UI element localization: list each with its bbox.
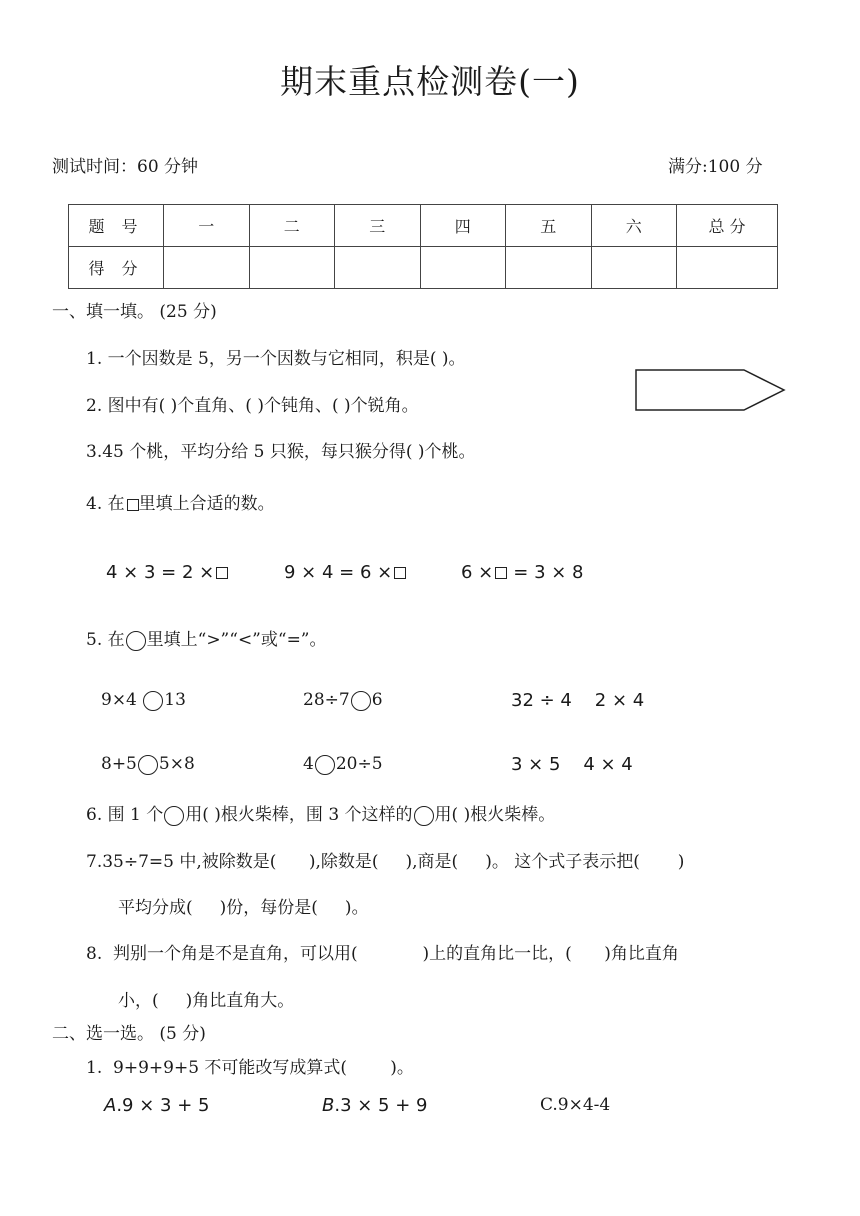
score-input-cell[interactable]: [164, 247, 250, 289]
q6-text-a: 6. 围 1 个: [86, 805, 164, 825]
question-1-6: [86, 800, 555, 826]
compare-3: 32 ÷ 4 2 × 4: [511, 690, 645, 711]
header-cell: 五: [506, 205, 592, 247]
score-input-cell[interactable]: [506, 247, 592, 289]
equation-2: [284, 562, 406, 583]
score-input-cell[interactable]: [420, 247, 506, 289]
compare-circle[interactable]: [315, 755, 335, 775]
header-cell: 一: [164, 205, 250, 247]
question-1-7-line-1: 7.35÷7=5 中,被除数是( ),除数是( ),商是( )。 这个式子表示把( ): [86, 852, 685, 872]
full-score: 满分:100 分: [668, 157, 763, 177]
compare-right: 13: [164, 690, 186, 710]
option-b[interactable]: [322, 1095, 428, 1116]
question-1-8-line-1: 8. 判别一个角是不是直角，可以用( )上的直角比一比，( )角比直角: [86, 944, 679, 964]
pentagon-figure: [632, 366, 788, 414]
question-1-3: 3.45 个桃，平均分给 5 只猴，每只猴分得( )个桃。: [86, 442, 476, 462]
score-table-header-row: [69, 205, 778, 247]
equation-3: [461, 562, 584, 583]
header-cell: 总 分: [677, 205, 778, 247]
compare-circle[interactable]: [143, 691, 163, 711]
answer-box[interactable]: [394, 567, 406, 579]
answer-box[interactable]: [495, 567, 507, 579]
option-a-letter: A: [104, 1095, 117, 1116]
compare-circle[interactable]: [351, 691, 371, 711]
q6-text-b: 用( )根火柴棒，围 3 个这样的: [185, 805, 413, 825]
header-cell: 二: [249, 205, 335, 247]
box-icon: [127, 499, 139, 511]
circle-icon: [126, 631, 146, 651]
score-input-cell[interactable]: [591, 247, 677, 289]
compare-left: 28÷7: [303, 690, 350, 710]
compare-5: [303, 754, 383, 775]
equation-3-text-b: = 3 × 8: [513, 562, 584, 583]
header-cell: 四: [420, 205, 506, 247]
question-2-1: 1. 9+9+9+5 不可能改写成算式( )。: [86, 1058, 414, 1078]
option-c[interactable]: C.9×4-4: [540, 1095, 611, 1115]
compare-circle[interactable]: [138, 755, 158, 775]
compare-right: 20÷5: [335, 754, 383, 774]
section-2-heading: 二、选一选。 (5 分): [52, 1024, 206, 1044]
section-1-heading: 一、填一填。 (25 分): [52, 302, 217, 322]
question-1-4: [86, 489, 275, 514]
question-1-7-line-2: 平均分成( )份，每份是( )。: [118, 898, 369, 918]
page-title: 期末重点检测卷(一): [280, 62, 580, 101]
compare-4: [101, 754, 195, 775]
answer-box[interactable]: [216, 567, 228, 579]
score-input-cell[interactable]: [677, 247, 778, 289]
question-1-8-line-2: 小，( )角比直角大。: [118, 991, 295, 1011]
question-1-2: 2. 图中有( )个直角、( )个钝角、( )个锐角。: [86, 396, 419, 416]
equation-3-text-a: 6 ×: [461, 562, 494, 583]
option-a[interactable]: [104, 1095, 209, 1116]
q6-text-c: 用( )根火柴棒。: [434, 805, 556, 825]
test-time: 测试时间：60 分钟: [52, 157, 199, 177]
equation-1: [106, 562, 228, 583]
score-table-score-row: [69, 247, 778, 289]
option-a-text: .9 × 3 + 5: [116, 1095, 210, 1116]
compare-6: 3 × 5 4 × 4: [511, 754, 633, 775]
header-cell: 六: [591, 205, 677, 247]
header-cell: 三: [335, 205, 421, 247]
score-input-cell[interactable]: [335, 247, 421, 289]
q5-text-b: 里填上“>”“<”或“=”。: [146, 630, 327, 650]
compare-right: 5×8: [158, 754, 195, 774]
q5-text-a: 5. 在: [86, 630, 125, 650]
q4-text-b: 里填上合适的数。: [138, 494, 275, 514]
compare-left: 4: [303, 754, 314, 774]
equation-1-text: 4 × 3 = 2 ×: [106, 562, 215, 583]
score-label-cell: 得 分: [69, 247, 164, 289]
compare-1: [101, 690, 186, 711]
score-table: [68, 204, 778, 289]
option-b-letter: B: [322, 1095, 335, 1116]
compare-2: [303, 690, 383, 711]
score-input-cell[interactable]: [249, 247, 335, 289]
question-1-1: 1. 一个因数是 5，另一个因数与它相同，积是( )。: [86, 349, 466, 369]
header-cell: 题 号: [69, 205, 164, 247]
question-1-5: [86, 625, 327, 651]
compare-left: 8+5: [101, 754, 137, 774]
compare-right: 6: [371, 690, 383, 710]
circle-icon: [164, 806, 184, 826]
option-b-text: .3 × 5 + 9: [334, 1095, 428, 1116]
q4-text-a: 4. 在: [86, 494, 125, 514]
equation-2-text: 9 × 4 = 6 ×: [284, 562, 393, 583]
compare-left: 9×4: [101, 690, 143, 710]
circle-icon: [414, 806, 434, 826]
